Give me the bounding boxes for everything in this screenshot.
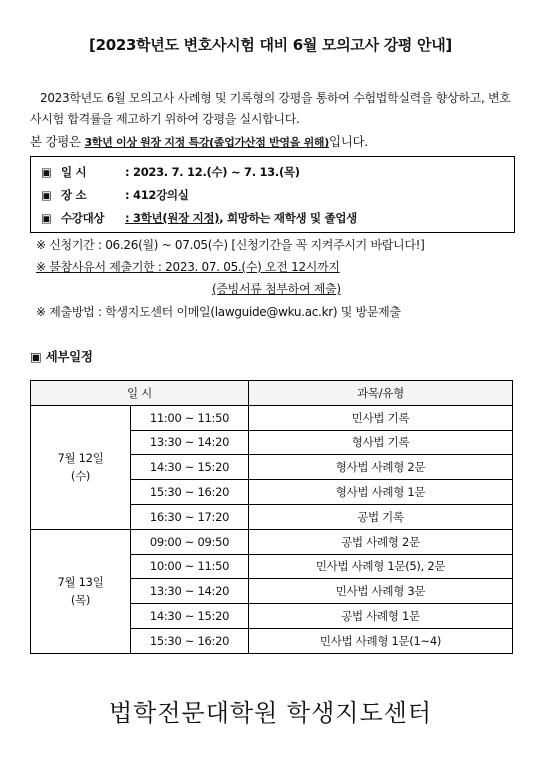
day-cell (31, 405, 131, 529)
info-row-date (41, 164, 300, 180)
day-weekday: (목) (70, 593, 91, 608)
square-bullet-icon: ▣ (30, 349, 46, 364)
info-row-place (41, 187, 189, 203)
subject-cell: 민사법 기록 (249, 405, 513, 430)
subject-cell: 형사법 사례형 2문 (249, 455, 513, 480)
info-value: : 412강의실 (125, 188, 189, 202)
header-datetime: 일 시 (31, 381, 249, 406)
info-label: 장 소 (61, 188, 87, 202)
time-cell: 11:00 ~ 11:50 (131, 405, 249, 430)
subject-cell: 공법 기록 (249, 504, 513, 529)
square-bullet-icon: ▣ (41, 165, 52, 179)
footer-organization: 법학전문대학원 학생지도센터 (108, 699, 433, 727)
notice-highlight: 3학년 이상 원장 지정 특강(졸업가산점 반영을 위해) (84, 136, 329, 149)
time-cell: 14:30 ~ 15:20 (131, 455, 249, 480)
intro-paragraph: 2023학년도 6월 모의고사 사례형 및 기록형의 강평을 통하여 수험법학실력을 향상하고, 변호사시험 합격률을 제고하기 위하여 강평을 실시합니다. (30, 91, 511, 126)
subject-cell: 형사법 기록 (249, 430, 513, 455)
info-row-target (41, 210, 357, 226)
notice-prefix: 본 강평은 (30, 134, 85, 149)
info-label: 일 시 (61, 165, 87, 179)
table-row (31, 529, 513, 554)
subject-cell: 공법 사례형 1문 (249, 604, 513, 629)
submission-method: ※ 제출방법 : 학생지도센터 이메일(lawguide@wku.ac.kr) 및 방문제출 (36, 305, 401, 319)
submission-deadline: ※ 불참사유서 제출기한 : 2023. 07. 05.(수) 오전 12시까지 (36, 260, 340, 274)
time-cell: 13:30 ~ 14:20 (131, 430, 249, 455)
time-cell: 13:30 ~ 14:20 (131, 579, 249, 604)
time-cell: 09:00 ~ 09:50 (131, 529, 249, 554)
document-title: [2023학년도 변호사시험 대비 6월 모의고사 강평 안내] (89, 36, 452, 54)
time-cell: 15:30 ~ 16:20 (131, 480, 249, 505)
day-weekday: (수) (70, 469, 91, 484)
subject-cell: 형사법 사례형 1문 (249, 480, 513, 505)
time-cell: 14:30 ~ 15:20 (131, 604, 249, 629)
time-cell: 10:00 ~ 11:50 (131, 554, 249, 579)
application-period: ※ 신청기간 : 06.26(월) ~ 07.05(수) [신청기간을 꼭 지켜주시기 바랍니다!] (36, 238, 425, 252)
section-heading (30, 347, 93, 365)
schedule-table (30, 380, 513, 654)
square-bullet-icon: ▣ (41, 188, 52, 202)
info-box (30, 156, 515, 233)
info-extra: , 희망하는 재학생 및 졸업생 (219, 211, 357, 225)
square-bullet-icon: ▣ (41, 211, 52, 225)
time-cell: 15:30 ~ 16:20 (131, 628, 249, 653)
table-header-row (31, 381, 513, 406)
section-title: 세부일정 (45, 349, 93, 364)
info-label: 수강대상 (61, 211, 105, 225)
subject-cell: 공법 사례형 2문 (249, 529, 513, 554)
header-subject: 과목/유형 (249, 381, 513, 406)
subject-cell: 민사법 사례형 3문 (249, 579, 513, 604)
submission-deadline-note: (증빙서류 첨부하여 제출) (212, 282, 341, 296)
day-date: 7월 13일 (57, 575, 104, 590)
day-date: 7월 12일 (57, 451, 104, 466)
info-value: : 3학년(원장 지정) (125, 211, 220, 225)
table-row (31, 405, 513, 430)
subject-cell: 민사법 사례형 1문(5), 2문 (249, 554, 513, 579)
day-cell (31, 529, 131, 653)
notice-suffix: 입니다. (328, 134, 368, 149)
info-value: : 2023. 7. 12.(수) ~ 7. 13.(목) (125, 165, 300, 179)
time-cell: 16:30 ~ 17:20 (131, 504, 249, 529)
notice-line (30, 132, 368, 150)
subject-cell: 민사법 사례형 1문(1~4) (249, 628, 513, 653)
